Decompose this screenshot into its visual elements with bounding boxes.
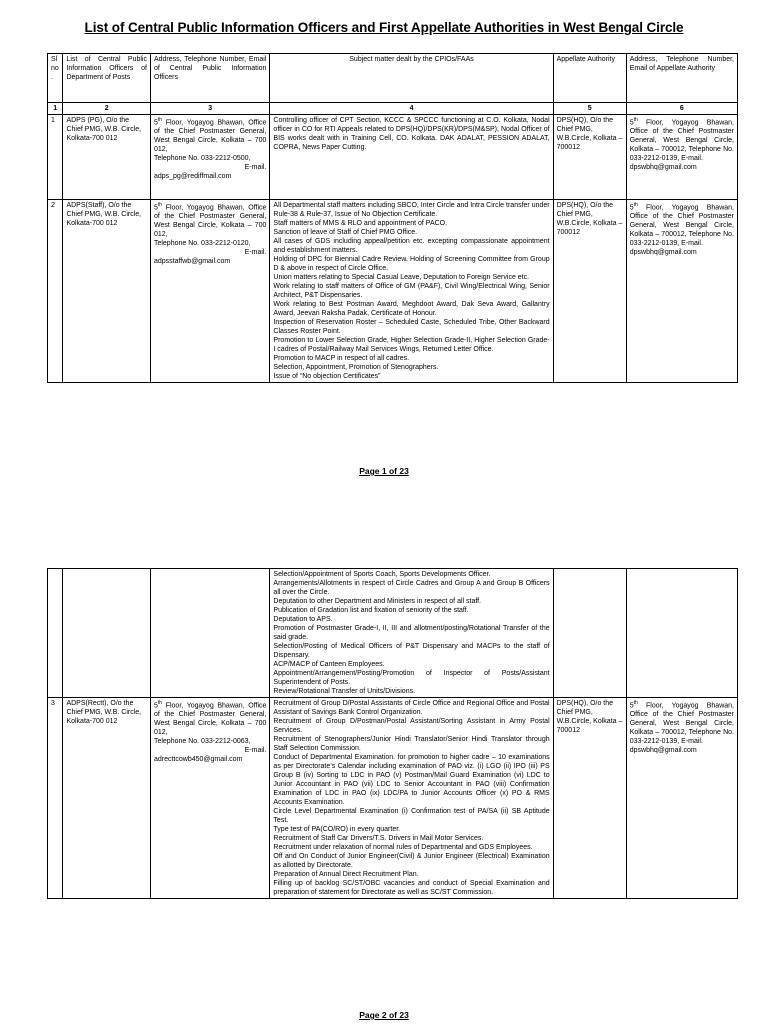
- floor-number: 5: [153, 119, 158, 127]
- subject-line: Recruitment of Staff Car Drivers/T.S. Drivers in Mail Motor Services.: [273, 835, 484, 842]
- subject-line: Sanction of leave of Staff of Chief PMG Office.: [273, 229, 418, 236]
- table-row-continuation: [48, 569, 738, 698]
- faa-floor-number: 5: [629, 119, 634, 127]
- row-appellate: DPS(HQ), O/o the Chief PMG, W.B.Circle, Kolkata – 700012: [553, 698, 626, 899]
- email-link[interactable]: adpsstaffwb@gmail.com: [153, 258, 231, 266]
- floor-suffix: th: [157, 700, 163, 706]
- header-faa-address: Address, Telephone Number, Email of Appellate Authority: [626, 54, 737, 103]
- row-faa-address: [626, 569, 737, 698]
- phone-text: Telephone No. 033-2212-0120,: [153, 240, 251, 248]
- email-label: E-mail.: [244, 747, 267, 755]
- subject-line: Selection, Appointment, Promotion of Stenographers.: [273, 364, 439, 371]
- subject-line: Conduct of Departmental Examination. for promotion to higher cadre – 10 examinations as per Directorate’s Calendar including examination of PAO viz. (i) LGO (ii) IPO (iii) PS Group B (iv) Sorting to LDC in PAO (v) Postman/Mail Guard Examination (vi) LDC to Junior Accountant in PAO (vii) LDC to Senior Accountant in PAO (viii) Confirmation Examination of LDC in PAO (ix) LDC/PA to Junior Accounts Officer (x) PO & RMS Accounts Examination.: [273, 754, 550, 806]
- table-row: [48, 200, 738, 383]
- email-label: E-mail.: [244, 164, 267, 172]
- page-number-1: Page 1 of 23: [359, 466, 409, 476]
- row-faa-address: [626, 200, 737, 383]
- subject-line: Work relating to Best Postman Award, Meghdoot Award, Dak Seva Award, Gallantry Award, Jeevan Raksha Padak, Certificate of Honour.: [273, 301, 550, 317]
- header-subject: Subject matter dealt by the CPIOs/FAAs: [270, 54, 553, 103]
- faa-floor-suffix: th: [633, 700, 638, 706]
- floor-suffix: th: [157, 117, 163, 123]
- row-sl: 2: [48, 200, 63, 383]
- row-faa-address: [626, 698, 737, 899]
- subject-line: Type test of PA(CO/RO) in every quarter.: [273, 826, 401, 833]
- subject-line: Filling up of backlog SC/ST/OBC vacancies and conduct of Special Examination and preparation of statement for Directorate as well as SC/ST Commission.: [273, 880, 550, 896]
- address-text: Floor, Yogayog Bhawan, Office of the Chief Postmaster General, West Bengal Circle, Kolkata – 700 012,: [153, 119, 267, 154]
- subject-line: Work relating to staff matters of Office of GM (PA&F), Civil Wing/Electrical Wing, Senior Architect, P&T Dispensaries.: [273, 283, 550, 299]
- row-cpio-address: [150, 698, 269, 899]
- subject-line: ACP/MACP of Canteen Employees.: [273, 661, 385, 668]
- row-cpio: ADPS(Rectt), O/o the Chief PMG, W.B. Circle, Kolkata-700 012: [63, 698, 151, 899]
- officers-table-page-1: [47, 53, 738, 383]
- floor-number: 5: [153, 204, 158, 212]
- row-cpio: [63, 569, 151, 698]
- subject-line: Recruitment under relaxation of normal rules of Departmental and GDS Employees.: [273, 844, 533, 851]
- faa-floor-suffix: th: [633, 117, 638, 123]
- col-num-3: 3: [150, 103, 269, 115]
- faa-address-text: Floor, Yogayog Bhawan, Office of the Chief Postmaster General, West Bengal Circle, Kolkata – 700012, Telephone No. 033-2212-0139, E-mail.: [629, 204, 734, 248]
- row-subject: [270, 698, 553, 899]
- row-subject: Controlling officer of CPT Section, KCCC & SPCCC functioning at C.O. Kolkata, Nodal officer in CO for RTI Appeals related to DPS(HQ)/DPS(KR)/DPS(M&SP), Nodal Officer of BIS works dealt with in Training Cell, CO. Kolkata. DAK ADALAT, PESSION ADALAT, COPRA, News Paper Cutting.: [270, 115, 553, 200]
- subject-line: Issue of “No objection Certificates”: [273, 373, 381, 380]
- address-text: Floor, Yogayog Bhawan, Office of the Chief Postmaster General, West Bengal Circle, Kolkata – 700 012,: [153, 204, 267, 239]
- col-num-5: 5: [553, 103, 626, 115]
- row-cpio-address: [150, 200, 269, 383]
- faa-email-link[interactable]: dpswbhq@gmail.com: [629, 164, 697, 172]
- floor-number: 5: [153, 702, 158, 710]
- subject-line: Inspection of Reservation Roster – Scheduled Caste, Scheduled Tribe, Other Backward Classes Roster Point.: [273, 319, 550, 335]
- email-label: E-mail.: [244, 249, 267, 257]
- email-link[interactable]: adps_pg@rediffmail.com: [153, 173, 232, 181]
- subject-line: Promotion of Postmaster Grade-I, II, III and allotment/posting/Rotational Transfer of the said grade.: [273, 625, 550, 641]
- phone-text: Telephone No. 033-2212-0063,: [153, 738, 251, 746]
- faa-floor-number: 5: [629, 204, 634, 212]
- faa-email-link[interactable]: dpswbhq@gmail.com: [629, 249, 697, 257]
- page-number-2: Page 2 of 23: [359, 1010, 409, 1020]
- row-sl: 3: [48, 698, 63, 899]
- table-row: [48, 115, 738, 200]
- row-subject: [270, 200, 553, 383]
- faa-address-text: Floor, Yogayog Bhawan, Office of the Chief Postmaster General, West Bengal Circle, Kolkata – 700012, Telephone No. 033-2212-0139, E-mail.: [629, 119, 734, 163]
- row-appellate: [553, 569, 626, 698]
- row-sl: 1: [48, 115, 63, 200]
- email-link[interactable]: adrecttcowb450@gmail.com: [153, 756, 243, 764]
- address-text: Floor, Yogayog Bhawan, Office of the Chief Postmaster General, West Bengal Circle, Kolkata – 700 012,: [153, 702, 267, 737]
- subject-line: Selection/Posting of Medical Officers of P&T Dispensary and MACPs to the staff of Dispensary.: [273, 643, 550, 659]
- faa-floor-number: 5: [629, 702, 634, 710]
- subject-line: Union matters relating to Special Casual Leave, Deputation to Foreign Service etc.: [273, 274, 530, 281]
- subject-line: Deputation to APS.: [273, 616, 333, 623]
- subject-line: All cases of GDS including appeal/petition etc. excepting compassionate appointment and establishment matters.: [273, 238, 550, 254]
- table-row: [48, 698, 738, 899]
- header-appellate: Appellate Authority: [553, 54, 626, 103]
- row-cpio: ADPS (PG), O/o the Chief PMG, W.B. Circle, Kolkata-700 012: [63, 115, 151, 200]
- officers-table-page-2: [47, 568, 738, 899]
- subject-line: Deputation to other Department and Ministers in respect of all staff.: [273, 598, 482, 605]
- col-num-2: 2: [63, 103, 151, 115]
- row-appellate: DPS(HQ), O/o the Chief PMG, W.B.Circle, Kolkata – 700012: [553, 200, 626, 383]
- col-num-6: 6: [626, 103, 737, 115]
- subject-line: Holding of DPC for Biennial Cadre Review. Holding of Screening Committee from Group D & above in respect of Circle Office.: [273, 256, 550, 272]
- row-cpio-address: [150, 115, 269, 200]
- subject-line: Appointment/Arrangement/Posting/Promotion of Inspector of Posts/Assistant Superintendent of Posts.: [273, 670, 550, 686]
- row-subject: [270, 569, 553, 698]
- subject-line: Staff matters of MMS & RLO and appointment of PACO.: [273, 220, 448, 227]
- column-number-row: [48, 103, 738, 115]
- subject-line: Circle Level Departmental Examination (i) Confirmation test of PA/SA (ii) SB Aptitude Test.: [273, 808, 550, 824]
- col-num-1: 1: [48, 103, 63, 115]
- subject-line: Recruitment of Group D/Postman/Postal Assistant/Sorting Assistant in Army Postal Services.: [273, 718, 550, 734]
- row-faa-address: [626, 115, 737, 200]
- faa-floor-suffix: th: [633, 202, 638, 208]
- faa-email-link[interactable]: dpswbhq@gmail.com: [629, 747, 697, 755]
- row-cpio: ADPS(Staff), O/o the Chief PMG, W.B. Circle, Kolkata-700 012: [63, 200, 151, 383]
- subject-line: Off and On Conduct of Junior Engineer(Civil) & Junior Engineer (Electrical) Examination as allotted by Directorate.: [273, 853, 550, 869]
- subject-line: Arrangements/Allotments in respect of Circle Cadres and Group A and Group B Officers all over the Circle.: [273, 580, 550, 596]
- subject-line: Publication of Gradation list and fixation of seniority of the staff.: [273, 607, 469, 614]
- subject-line: Recruitment of Group D/Postal Assistants of Circle Office and Regional Office and Postal Assistant of Savings Bank Control Organization.: [273, 700, 550, 716]
- subject-line: Recruitment of Stenographers/Junior Hindi Translator/Senior Hindi Translator through Staff Selection Commission.: [273, 736, 550, 752]
- subject-line: All Departmental staff matters including SBCO, Inter Circle and Intra Circle transfer under Rule-38 & Rule-37, Issue of No Objection Certificate.: [273, 202, 550, 218]
- phone-text: Telephone No. 033-2212-0500,: [153, 155, 251, 163]
- subject-line: Promotion to MACP in respect of all cadres.: [273, 355, 410, 362]
- floor-suffix: th: [157, 202, 163, 208]
- faa-address-text: Floor, Yogayog Bhawan, Office of the Chief Postmaster General, West Bengal Circle, Kolkata – 700012, Telephone No. 033-2212-0139, E-mail.: [629, 702, 734, 746]
- header-cpio-address: Address, Telephone Number, Email of Central Public Information Officers: [150, 54, 269, 103]
- header-sl-no: Sl no .: [48, 54, 63, 103]
- subject-line: Selection/Appointment of Sports Coach, Sports Developments Officer.: [273, 571, 491, 578]
- subject-line: Promotion to Lower Selection Grade, Higher Selection Grade-II, Higher Selection Grade-I cadres of Postal/Railway Mail Services Wings, Returned Letter Office.: [273, 337, 550, 353]
- document-title: List of Central Public Information Officers and First Appellate Authorities in West Bengal Circle: [84, 20, 684, 35]
- row-appellate: DPS(HQ), O/o the Chief PMG, W.B.Circle, Kolkata – 700012: [553, 115, 626, 200]
- table-header-row: [48, 54, 738, 103]
- subject-line: Review/Rotational Transfer of Units/Divisions.: [273, 688, 416, 695]
- row-cpio-address: [150, 569, 269, 698]
- row-sl: [48, 569, 63, 698]
- header-cpio: List of Central Public Information Officers of Department of Posts: [63, 54, 151, 103]
- subject-line: Preparation of Annual Direct Recruitment Plan.: [273, 871, 419, 878]
- col-num-4: 4: [270, 103, 553, 115]
